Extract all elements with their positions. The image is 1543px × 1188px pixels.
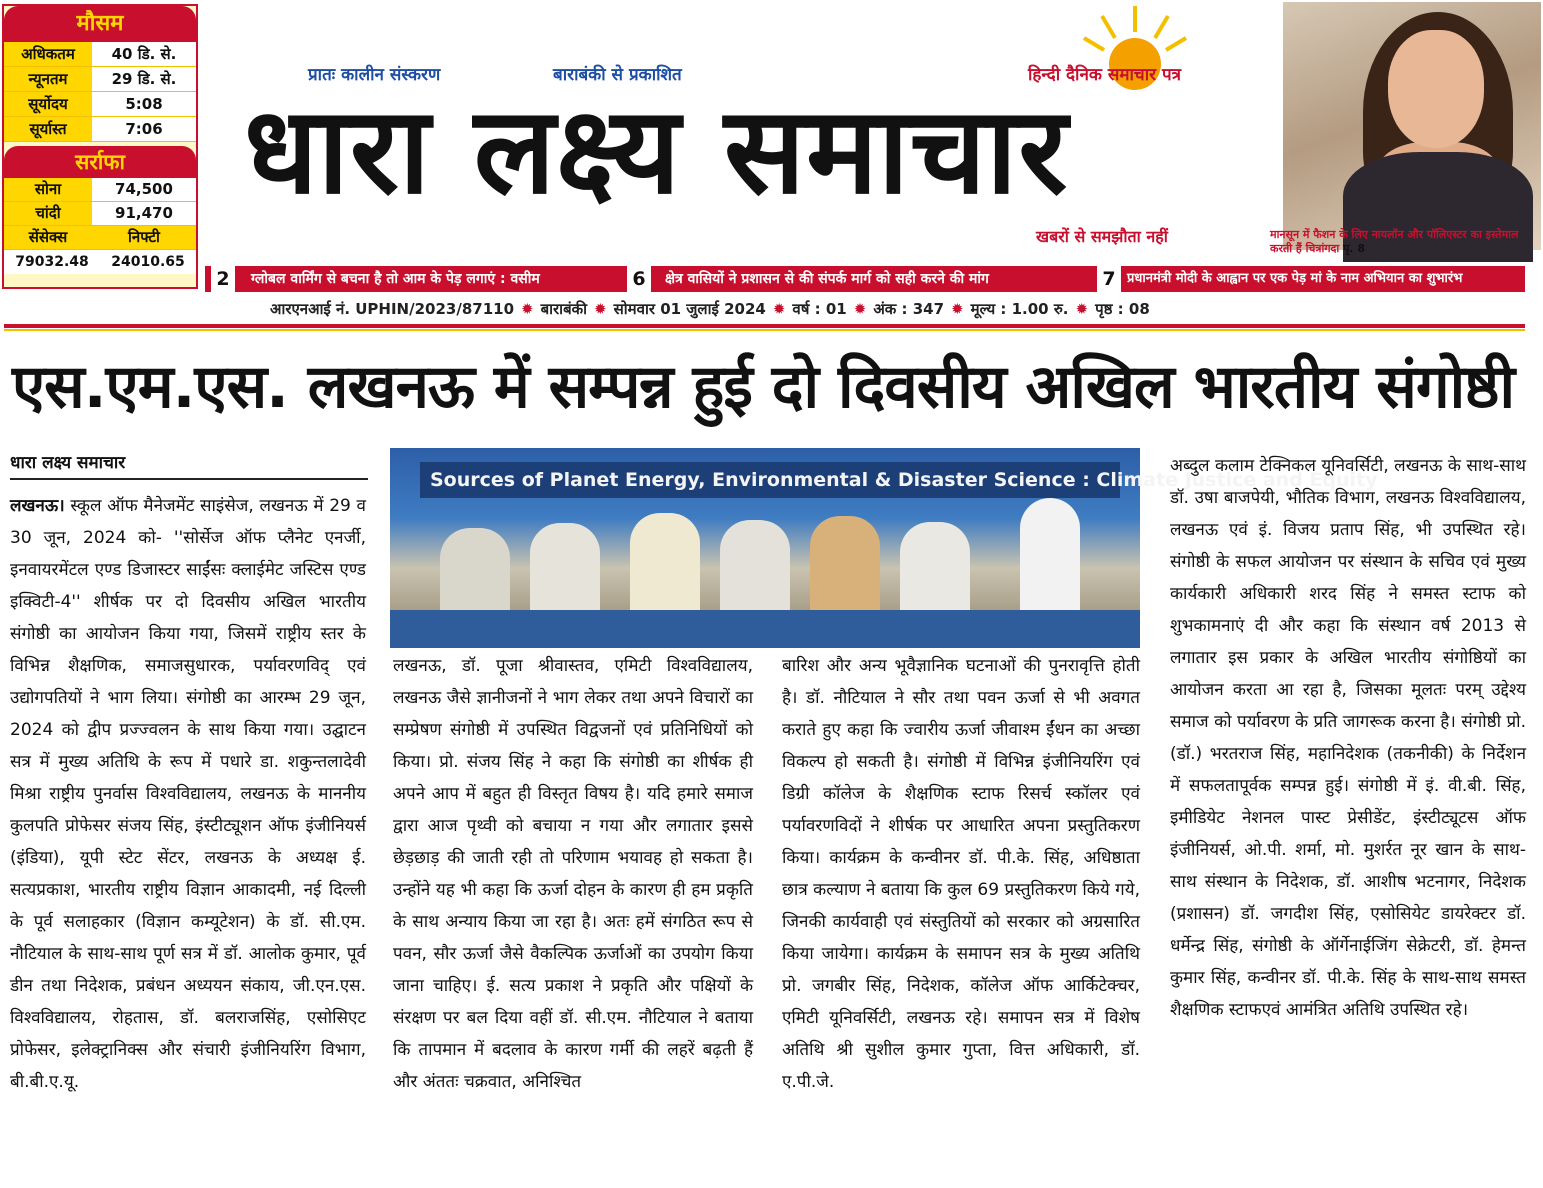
issue-info: आरएनआई नं. UPHIN/2023/87110 ✹ बाराबंकी ✹ सोमवार 01 जुलाई 2024 ✹ वर्ष : 01 ✹ अंक : 347 ✹ मूल्य : 1.00 रु. ✹ पृष्ठ : 08 xyxy=(270,300,1150,318)
event-banner: Sources of Planet Energy, Environmental & Disaster Science : Climate Justice and Equity xyxy=(420,462,1120,498)
divider xyxy=(4,324,1525,328)
byline: धारा लक्ष्य समाचार xyxy=(10,453,126,473)
article-headline: एस.एम.एस. लखनऊ में सम्पन्न हुई दो दिवसीय अखिल भारतीय संगोष्ठी xyxy=(12,352,1515,422)
published-label: बाराबंकी से प्रकाशित xyxy=(553,65,682,85)
teaser-text[interactable]: क्षेत्र वासियों ने प्रशासन से की संपर्क मार्ग को सही करने की मांग xyxy=(665,271,989,287)
edition-label: प्रातः कालीन संस्करण xyxy=(308,65,441,85)
article-column-4: अब्दुल कलाम टेक्निकल यूनिवर्सिटी, लखनऊ के साथ-साथ डॉ. उषा बाजपेयी, भौतिक विभाग, लखनऊ विश्वविद्यालय, लखनऊ एवं इं. विजय प्रताप सिंह, भी उपस्थित रहे। संगोष्ठी के सफल आयोजन पर संस्थान के सचिव एवं मुख्य कार्यकारी अधिकारी शरद सिंह ने समस्त स्टाफ को शुभकामनाएं दी और कहा कि संस्थान वर्ष 2013 से लगातार इस प्रकार के अखिल भारतीय संगोष्ठियों का आयोजन करता आ रहा है, जिसका मूलतः परम् उद्देश्य समाज को पर्यावरण के प्रति जागरूक करना है। संगोष्ठी प्रो. (डॉ.) भरतराज सिंह, महानिदेशक (तकनीकी) के निर्देशन में सफलतापूर्वक सम्पन्न हुई। संगोष्ठी में इं. वी.बी. सिंह, इमीडियेट नेशनल पास्ट प्रेसीडेंट, इंस्टीट्यूटस ऑफ इंजीनियर्स, ओ.पी. शर्मा, मो. मुशर्रत नूर खान के साथ-साथ संस्थान के निदेशक, डॉ. आशीष भटनागर, निदेशक (प्रशासन) डॉ. जगदीश सिंह, एसोसियेट डायरेक्टर डॉ. धर्मेन्द्र सिंह, संगोष्ठी के ऑर्गेनाईजिंग सेक्रेटरी, डॉ. हेमन्त कुमार सिंह, कन्वीनर डॉ. पी.के. सिंह के साथ-साथ समस्त शैक्षणिक स्टाफएवं आमंत्रित अतिथि उपस्थित रहे। xyxy=(1170,456,1526,1020)
dateline: लखनऊ। xyxy=(10,496,65,516)
divider xyxy=(4,329,1525,331)
market-row xyxy=(4,250,196,274)
article-column-3: बारिश और अन्य भूवैज्ञानिक घटनाओं की पुनरावृत्ति होती है। डॉ. नौटियाल ने सौर तथा पवन ऊर्जा से भी अवगत कराते हुए कहा कि ज्वारीय ऊर्जा जीवाश्म ईंधन का अच्छा विकल्प हो सकती है। संगोष्ठी में विभिन्न इंजीनियरिंग एवं डिग्री कॉलेज के शैक्षणिक स्टाफ रिसर्च स्कॉलर एवं पर्यावरणविदों ने शीर्षक पर आधारित अपना प्रस्तुतिकरण किया। कार्यक्रम के कन्वीनर डॉ. पी.के. सिंह, अधिष्ठाता छात्र कल्याण ने बताया कि कुल 69 प्रस्तुतिकरण किये गये, जिनकी कार्यवाही एवं संस्तुतियों को सरकार को अग्रसारित किया जायेगा। कार्यक्रम के समापन सत्र के मुख्य अतिथि प्रो. जगबीर सिंह, निदेशक, कॉलेज ऑफ आर्किटेक्चर, एमिटी यूनिवर्सिटी, लखनऊ रहे। समापन सत्र में विशेष अतिथि श्री सुशील कुमार गुप्ता, वित्त अधिकारी, डॉ. ए.पी.जे. xyxy=(782,656,1140,1092)
feature-photo-caption: मानसून में फैशन के लिए नायलॉन और पॉलिएस्टर का इस्तेमाल करती हैं चित्रांगदा पृ. 8 xyxy=(1270,228,1519,255)
weather-row: सूर्यास्त 7:06 xyxy=(4,117,196,142)
weather-box xyxy=(2,4,198,289)
bullion-row: सोना 74,500 xyxy=(4,178,196,202)
weather-row: अधिकतम 40 डि. से. xyxy=(4,42,196,67)
teaser-text[interactable]: प्रधानमंत्री मोदी के आह्वान पर एक पेड़ मां के नाम अभियान का शुभारंभ xyxy=(1127,271,1463,286)
event-photo xyxy=(390,448,1378,648)
weather-title: मौसम xyxy=(4,6,196,42)
weather-row: सूर्योदय 5:08 xyxy=(4,92,196,117)
motto: खबरों से समझौता नहीं xyxy=(1036,227,1168,246)
teaser-page-number: 6 xyxy=(627,266,651,292)
feature-photo xyxy=(1283,2,1541,250)
teaser-bar xyxy=(205,266,1525,292)
bullion-row: सेंसेक्स निफ्टी xyxy=(4,226,196,250)
divider xyxy=(10,478,368,480)
article-column-2: लखनऊ, डॉ. पूजा श्रीवास्तव, एमिटी विश्वविद्यालय, लखनऊ जैसे ज्ञानीजनों ने भाग लेकर तथा अपने विचारों का सम्प्रेषण संगोष्ठी में उपस्थित विद्वजनों एवं प्रतिनिधियों को किया। प्रो. संजय सिंह ने कहा कि संगोष्ठी का शीर्षक ही अपने आप में बहुत ही विस्तृत विषय है। यदि हमारे समाज द्वारा आज पृथ्वी को बचाया न गया और लगातार इससे छेड़छाड़ की जाती रही तो परिणाम भयावह हो सकता है। उन्होंने यह भी कहा कि ऊर्जा दोहन के कारण ही हम प्रकृति के साथ अन्याय किया जा रहा है। अतः हमें संगठित रूप से पवन, सौर ऊर्जा जैसे वैकल्पिक ऊर्जाओं का उपयोग किया जाना चाहिए। ई. सत्य प्रकाश ने प्रकृति और पक्षियों के संरक्षण पर बल दिया वहीं डॉ. सी.एम. नौटियाल ने बताया कि तापमान में बदलाव के कारण गर्मी की लहरें बढ़ती हैं और अंततः चक्रवात, अनिश्चित xyxy=(393,656,753,1092)
sensex-value: 79032.48 xyxy=(15,254,89,270)
bullion-title: सर्राफा xyxy=(4,146,196,178)
teaser-page-number: 2 xyxy=(211,266,235,292)
article-column-1: लखनऊ। स्कूल ऑफ मैनेजमेंट साइंसेज, लखनऊ में 29 व 30 जून, 2024 को- ''सोर्सेज ऑफ प्लैनेट एनर्जी, इनवायरमेंटल एण्ड डिजास्टर साईंसः क्लाईमेट जस्टिस एण्ड इक्विटी-4'' शीर्षक पर दो दिवसीय अखिल भारतीय संगोष्ठी का आयोजन किया गया, जिसमें राष्ट्रीय स्तर के विभिन्न शैक्षणिक, समाजसुधारक, पर्यावरणविद् एवं उद्योगपतियों ने भाग लिया। संगोष्ठी का आरम्भ 29 जून, 2024 को द्वीप प्रज्ज्वलन के साथ किया गया। उद्घाटन सत्र में मुख्य अतिथि के रूप में पधारे डा. शकुन्तलादेवी मिश्रा राष्ट्रीय पुनर्वास विश्वविद्यालय, लखनऊ के माननीय कुलपति प्रोफेसर संजय सिंह, इंस्टीट्यूशन ऑफ इंजीनियर्स (इंडिया), यूपी स्टेट सेंटर, लखनऊ के अध्यक्ष ई. सत्यप्रकाश, भारतीय राष्ट्रीय विज्ञान आकादमी, नई दिल्ली के पूर्व सलाहकार (विज्ञान कम्यूटेशन) के डॉ. सी.एम. नौटियाल के साथ-साथ पूर्ण सत्र में डॉ. आलोक कुमार, पूर्व डीन तथा निदेशक, प्रबंधन अध्ययन संकाय, जी.एन.एस. विश्वविद्यालय, रोहतास, डॉ. बलराजसिंह, एसोसिएट प्रोफेसर, इलेक्ट्रानिक्स और संचारी इंजीनियरिंग विभाग, बी.बी.ए.यू. xyxy=(10,496,366,1092)
sun-logo-icon xyxy=(1080,2,1190,64)
teaser-text[interactable]: ग्लोबल वार्मिंग से बचना है तो आम के पेड़ लगाएं : वसीम xyxy=(251,271,540,287)
bullion-row: चांदी 91,470 xyxy=(4,202,196,226)
nifty-value: 24010.65 xyxy=(111,254,185,270)
newspaper-tag: हिन्दी दैनिक समाचार पत्र xyxy=(1028,65,1182,85)
teaser-page-number: 7 xyxy=(1097,266,1121,292)
newspaper-title: धारा लक्ष्य समाचार xyxy=(244,82,1069,221)
weather-row: न्यूनतम 29 डि. से. xyxy=(4,67,196,92)
